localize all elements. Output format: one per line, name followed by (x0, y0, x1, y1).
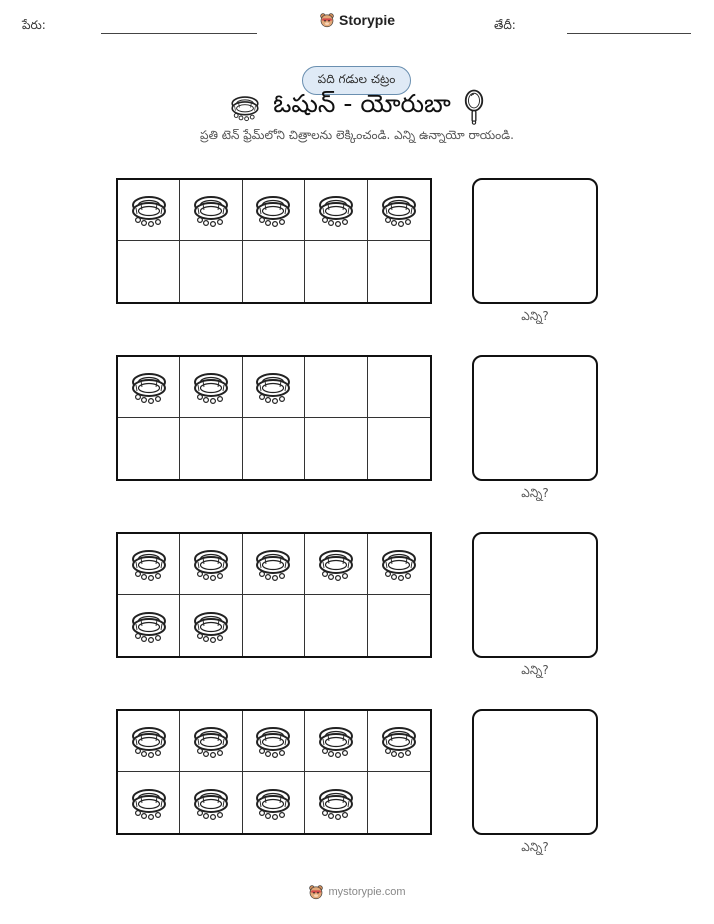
ten-frame-cell (368, 534, 430, 595)
bracelets-icon (129, 192, 169, 228)
bracelets-icon (191, 546, 231, 582)
ten-frame-cell (243, 772, 305, 833)
ten-frame-cell (243, 241, 305, 302)
bracelets-icon (229, 93, 261, 122)
bracelets-icon (129, 608, 169, 644)
ten-frame-cell (305, 711, 367, 772)
ten-frame-cell (243, 595, 305, 656)
brand-text: Storypie (338, 12, 395, 28)
ten-frame-cell (368, 180, 430, 241)
ten-frame-cell (305, 357, 367, 418)
ten-frame-cell (243, 357, 305, 418)
ten-frame-cell (118, 711, 180, 772)
answer-box[interactable] (472, 709, 598, 835)
bracelets-icon (253, 546, 293, 582)
answer-prompt: ఎన్ని? (521, 663, 549, 677)
bracelets-icon (191, 608, 231, 644)
ten-frame-cell (368, 772, 430, 833)
ten-frame (116, 709, 432, 835)
worksheet-type-badge: పది గడుల చట్రం (302, 66, 411, 95)
ten-frame-cell (305, 534, 367, 595)
ten-frame (116, 532, 432, 658)
ten-frame-cell (180, 534, 242, 595)
ten-frame-cell (180, 357, 242, 418)
bracelets-icon (129, 785, 169, 821)
ten-frame-cell (180, 418, 242, 479)
ten-frame-cell (180, 772, 242, 833)
bracelets-icon (253, 785, 293, 821)
ten-frame (116, 355, 432, 481)
hand-mirror-icon (463, 88, 485, 126)
bracelets-icon (379, 192, 419, 228)
ten-frame-cell (243, 418, 305, 479)
bracelets-icon (191, 785, 231, 821)
ten-frame-cell (305, 772, 367, 833)
footer-url: mystorypie.com (328, 886, 406, 898)
bracelets-icon (316, 785, 356, 821)
brand (0, 12, 714, 28)
answer-prompt: ఎన్ని? (521, 840, 549, 854)
footer (0, 884, 714, 900)
ten-frame-cell (118, 241, 180, 302)
bracelets-icon (316, 723, 356, 759)
bracelets-icon (253, 369, 293, 405)
bracelets-icon (253, 192, 293, 228)
answer-box[interactable] (472, 178, 598, 304)
answer-prompt: ఎన్ని? (521, 309, 549, 323)
ten-frame-cell (368, 357, 430, 418)
bracelets-icon (379, 723, 419, 759)
answer-prompt: ఎన్ని? (521, 486, 549, 500)
bracelets-icon (129, 546, 169, 582)
ten-frame-cell (118, 357, 180, 418)
ten-frame-cell (305, 418, 367, 479)
name-label: పేరు: (22, 18, 46, 32)
bracelets-icon (191, 369, 231, 405)
instruction-text: ప్రతి టెన్ ఫ్రేమ్‌లోని చిత్రాలను లెక్కించండి. ఎన్ని ఉన్నాయో రాయండి. (200, 128, 514, 142)
ten-frame-cell (118, 595, 180, 656)
ten-frame-cell (305, 241, 367, 302)
ten-frame-cell (305, 595, 367, 656)
answer-box[interactable] (472, 532, 598, 658)
storypie-bear-logo-icon (308, 884, 324, 900)
ten-frame-cell (118, 418, 180, 479)
bracelets-icon (253, 723, 293, 759)
bracelets-icon (129, 369, 169, 405)
ten-frame-cell (368, 241, 430, 302)
date-line[interactable] (567, 33, 691, 34)
ten-frame-cell (118, 534, 180, 595)
ten-frame-cell (368, 418, 430, 479)
ten-frame-cell (180, 711, 242, 772)
page-title: ఓషున్ - యోరుబా (273, 89, 451, 118)
bracelets-icon (191, 723, 231, 759)
ten-frame-cell (243, 711, 305, 772)
bracelets-icon (379, 546, 419, 582)
title-row (0, 88, 714, 126)
ten-frame-cell (180, 241, 242, 302)
answer-box[interactable] (472, 355, 598, 481)
ten-frame-cell (305, 180, 367, 241)
ten-frame-cell (368, 711, 430, 772)
ten-frame-cell (180, 180, 242, 241)
ten-frame (116, 178, 432, 304)
bracelets-icon (316, 192, 356, 228)
bracelets-icon (191, 192, 231, 228)
ten-frame-cell (368, 595, 430, 656)
bracelets-icon (316, 546, 356, 582)
ten-frame-cell (118, 180, 180, 241)
ten-frame-cell (243, 180, 305, 241)
ten-frame-cell (243, 534, 305, 595)
date-label: తేదీ: (494, 18, 516, 32)
bracelets-icon (129, 723, 169, 759)
ten-frame-cell (180, 595, 242, 656)
ten-frame-cell (118, 772, 180, 833)
name-line[interactable] (101, 33, 257, 34)
storypie-bear-logo-icon (319, 12, 335, 28)
